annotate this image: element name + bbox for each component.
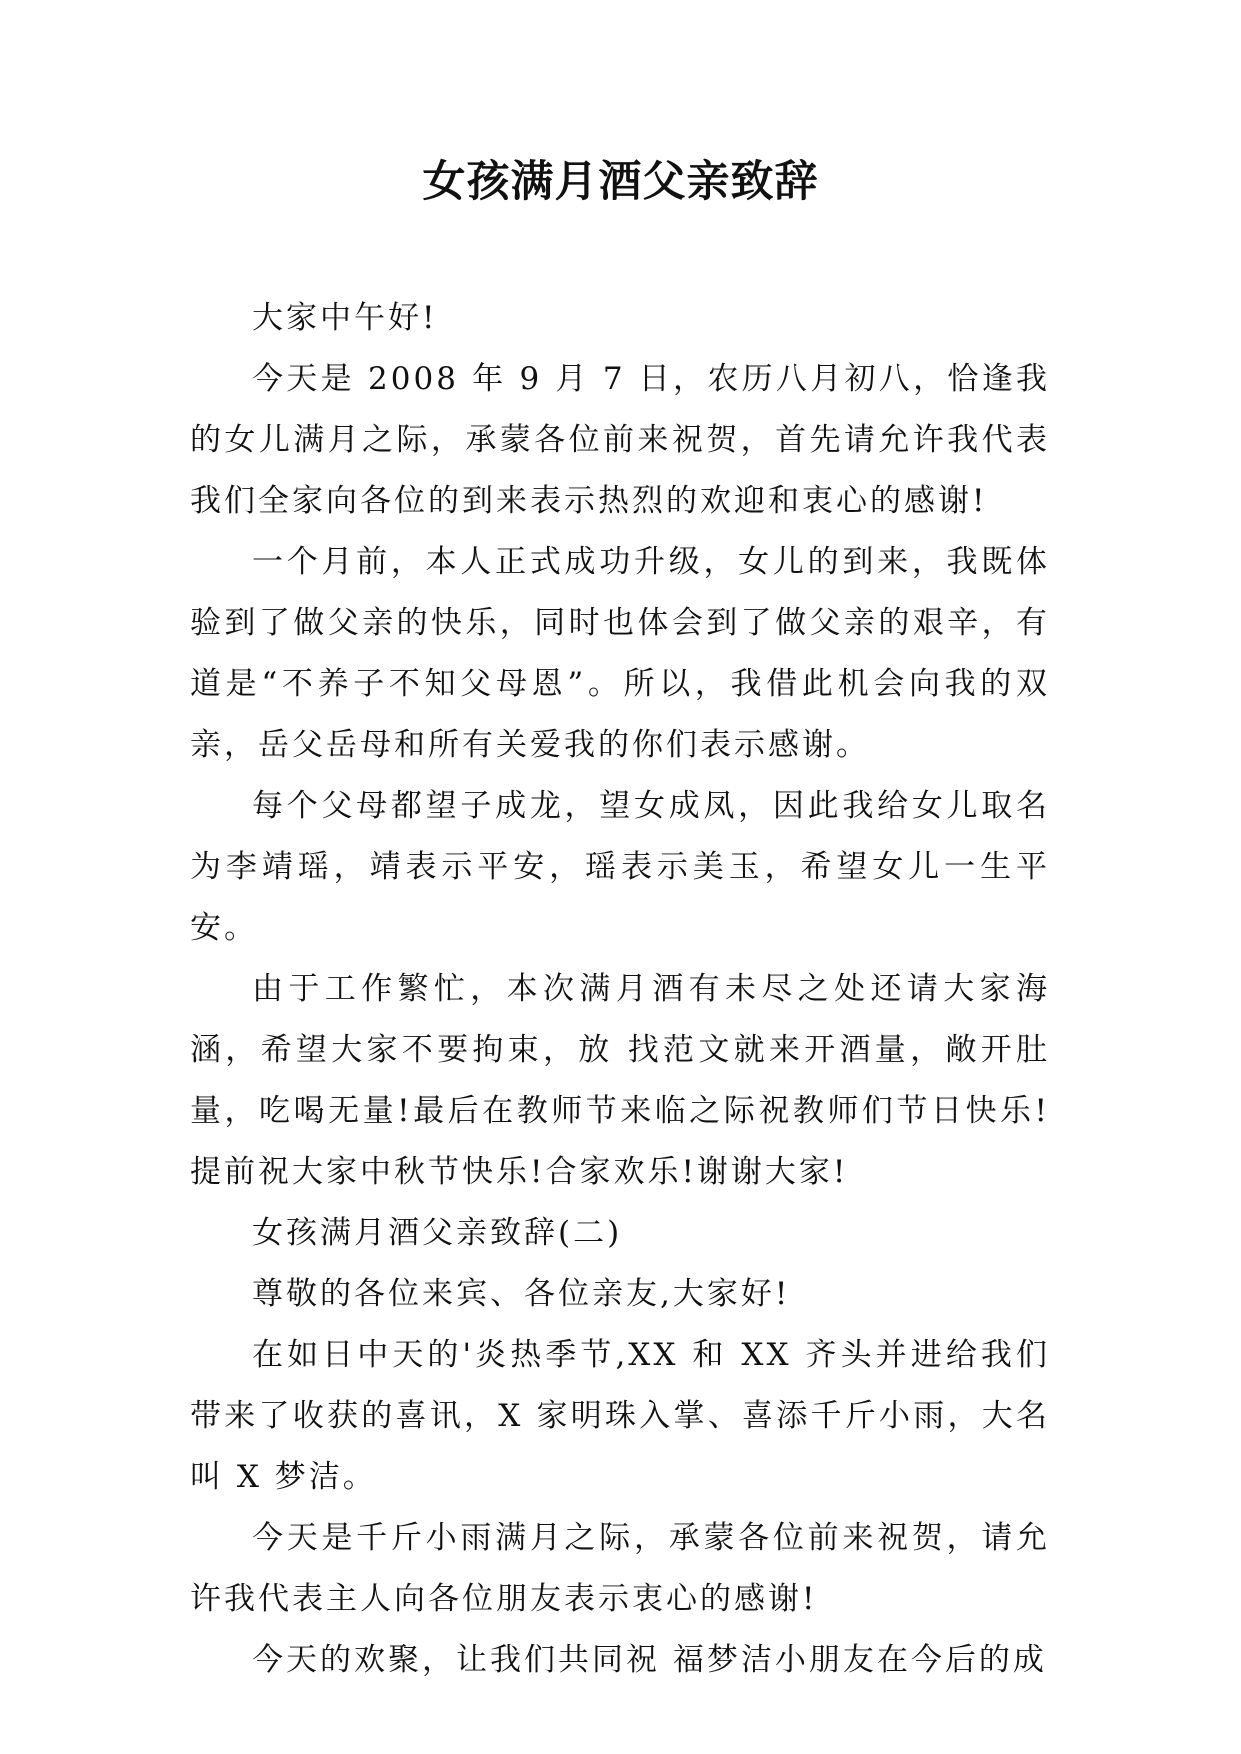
paragraph-second-thanks: 今天是千斤小雨满月之际，承蒙各位前来祝贺，请允许我代表主人向各位朋友表示衷心的感谢! bbox=[190, 1520, 1050, 1617]
paragraph-naming: 每个父母都望子成龙，望女成凤，因此我给女儿取名为李靖瑶，靖表示平安，瑶表示美玉，希望女儿一生平安。 bbox=[190, 788, 1050, 946]
paragraph-closing: 由于工作繁忙，本次满月酒有未尽之处还请大家海涵，希望大家不要拘束，放 找范文就来开酒量，敞开肚量，吃喝无量!最后在教师节来临之际祝教师们节日快乐!提前祝大家中秋节快乐!合家欢乐!谢谢大家! bbox=[190, 971, 1050, 1190]
paragraph-news: 在如日中天的'炎热季节,XX 和 XX 齐头并进给我们带来了收获的喜讯，X 家明珠入掌、喜添千斤小雨，大名叫 X 梦洁。 bbox=[190, 1337, 1050, 1495]
document-title: 女孩满月酒父亲致辞 bbox=[422, 157, 819, 207]
paragraph-second-title: 女孩满月酒父亲致辞(二) bbox=[252, 1215, 623, 1251]
document-body bbox=[190, 288, 1050, 1691]
paragraph-blessing: 今天的欢聚，让我们共同祝 福梦洁小朋友在今后的成 bbox=[252, 1642, 1047, 1678]
paragraph-second-greeting: 尊敬的各位来宾、各位亲友,大家好! bbox=[252, 1276, 791, 1312]
paragraph-date-thanks: 今天是 2008 年 9 月 7 日，农历八月初八，恰逢我的女儿满月之际，承蒙各位前来祝贺，首先请允许我代表我们全家向各位的到来表示热烈的欢迎和衷心的感谢! bbox=[190, 361, 1050, 519]
paragraph-greeting: 大家中午好! bbox=[252, 300, 438, 336]
paragraph-fatherhood: 一个月前，本人正式成功升级，女儿的到来，我既体验到了做父亲的快乐，同时也体会到了做父亲的艰辛，有道是“不养子不知父母恩”。所以，我借此机会向我的双亲，岳父岳母和所有关爱我的你们表示感谢。 bbox=[190, 544, 1050, 763]
